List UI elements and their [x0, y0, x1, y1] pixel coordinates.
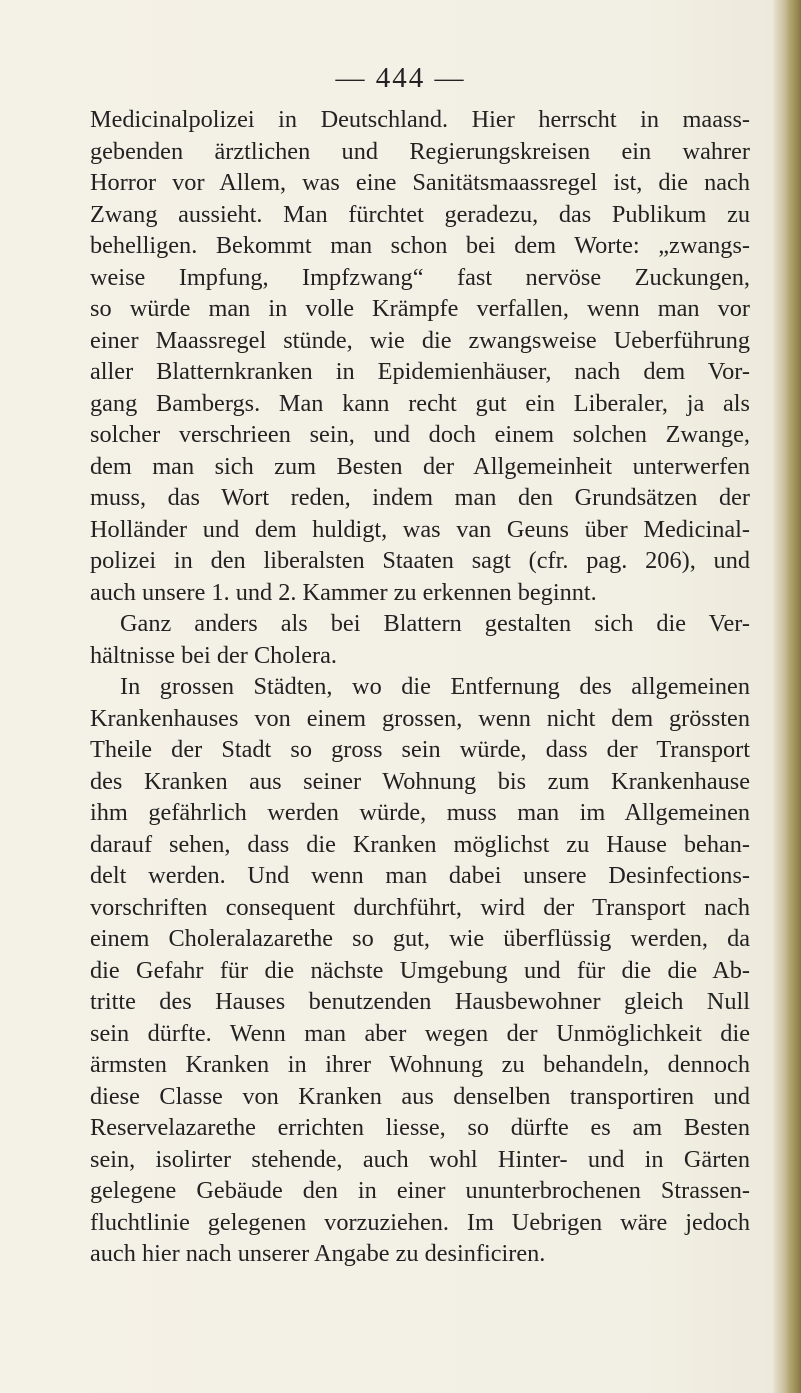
text-line: darauf sehen, dass die Kranken möglichst zu Hause behan-: [90, 830, 750, 858]
text-line: Theile der Stadt so gross sein würde, dass der Transport: [90, 736, 750, 763]
text-line: ihm gefährlich werden würde, muss man im Allgemeinen: [90, 799, 750, 826]
page-number: — 444 —: [335, 62, 466, 94]
text-line: behelligen. Bekommt man schon bei dem Worte: „zwangs-: [90, 232, 750, 259]
page-edge-shadow: [773, 0, 801, 1393]
text-line: Ganz anders als bei Blattern gestalten sich die Ver-: [120, 610, 750, 637]
text-line: vorschriften consequent durchführt, wird der Transport nach: [90, 893, 750, 921]
text-line: tritte des Hauses benutzenden Hausbewohner gleich Null: [90, 988, 750, 1015]
text-line: weise Impfung, Impfzwang“ fast nervöse Zuckungen,: [90, 263, 750, 291]
text-line: des Kranken aus seiner Wohnung bis zum Krankenhause: [90, 767, 750, 795]
text-line: muss, das Wort reden, indem man den Grundsätzen der: [90, 484, 750, 511]
text-line: sein dürfte. Wenn man aber wegen der Unmöglichkeit die: [90, 1019, 750, 1047]
text-line: Reservelazarethe errichten liesse, so dürfte es am Besten: [90, 1114, 750, 1141]
text-line: einer Maassregel stünde, wie die zwangsweise Ueberführung: [90, 326, 750, 354]
text-line: die Gefahr für die nächste Umgebung und für die die Ab-: [90, 956, 750, 984]
text-line: solcher verschrieen sein, und doch einem solchen Zwange,: [90, 421, 750, 448]
text-line: Krankenhauses von einem grossen, wenn nicht dem grössten: [90, 704, 750, 732]
text-line: gelegene Gebäude den in einer ununterbrochenen Strassen-: [90, 1177, 750, 1204]
text-line: ärmsten Kranken in ihrer Wohnung zu behandeln, dennoch: [90, 1051, 750, 1078]
body-text: [90, 104, 750, 1270]
text-line: delt werden. Und wenn man dabei unsere Desinfections-: [90, 862, 750, 889]
text-line: polizei in den liberalsten Staaten sagt (cfr. pag. 206), und: [90, 547, 750, 574]
text-line: hältnisse bei der Cholera.: [90, 641, 337, 669]
text-line: gang Bambergs. Man kann recht gut ein Liberaler, ja als: [90, 389, 750, 417]
text-line: Horror vor Allem, was eine Sanitätsmaassregel ist, die nach: [90, 169, 750, 196]
text-line: Holländer und dem huldigt, was van Geuns über Medicinal-: [90, 515, 750, 543]
text-line: aller Blatternkranken in Epidemienhäuser, nach dem Vor-: [90, 358, 750, 385]
text-line: In grossen Städten, wo die Entfernung des allgemeinen: [120, 673, 750, 700]
text-line: sein, isolirter stehende, auch wohl Hinter- und in Gärten: [90, 1145, 750, 1173]
text-line: dem man sich zum Besten der Allgemeinheit unterwerfen: [90, 452, 750, 480]
text-line: so würde man in volle Krämpfe verfallen, wenn man vor: [90, 295, 750, 322]
text-line: einem Choleralazarethe so gut, wie überflüssig werden, da: [90, 925, 750, 952]
text-line: auch unsere 1. und 2. Kammer zu erkennen beginnt.: [90, 578, 597, 606]
text-line: Medicinalpolizei in Deutschland. Hier herrscht in maass-: [90, 106, 750, 133]
text-line: auch hier nach unserer Angabe zu desinficiren.: [90, 1240, 546, 1267]
text-line: Zwang aussieht. Man fürchtet geradezu, das Publikum zu: [90, 200, 750, 228]
text-line: fluchtlinie gelegenen vorzuziehen. Im Uebrigen wäre jedoch: [90, 1208, 750, 1236]
text-line: diese Classe von Kranken aus denselben transportiren und: [90, 1082, 750, 1110]
text-line: gebenden ärztlichen und Regierungskreisen ein wahrer: [90, 137, 750, 165]
